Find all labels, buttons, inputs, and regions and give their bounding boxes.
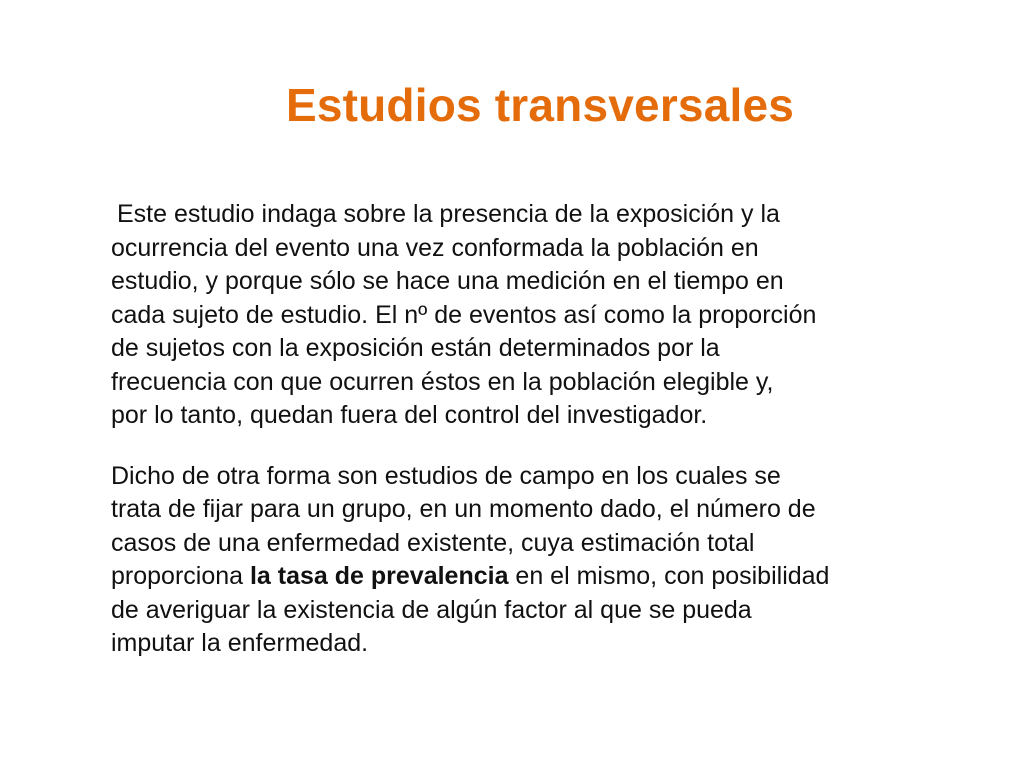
paragraph-1-line: Este estudio indaga sobre la presencia de la exposición y la [117, 200, 780, 228]
paragraph-1 [111, 198, 931, 433]
slide-title: Estudios transversales [285, 79, 795, 131]
paragraph-2-line-emphasis [111, 560, 931, 594]
paragraph-1-line: por lo tanto, quedan fuera del control del investigador. [111, 401, 708, 429]
paragraph-1-line: cada sujeto de estudio. El nº de eventos así como la proporción [111, 300, 817, 329]
line-prefix: proporciona [111, 562, 250, 590]
paragraph-2-line: trata de fijar para un grupo, en un momento dado, el número de [111, 495, 816, 523]
line-suffix: en el mismo, con posibilidad [508, 562, 830, 590]
paragraph-2 [111, 460, 931, 661]
paragraph-2-line: casos de una enfermedad existente, cuya estimación total [111, 528, 755, 557]
paragraph-1-line: frecuencia con que ocurren éstos en la población elegible y, [111, 367, 774, 396]
prevalence-rate-term: la tasa de prevalencia [249, 562, 509, 590]
paragraph-2-line: imputar la enfermedad. [111, 629, 369, 657]
paragraph-1-line: de sujetos con la exposición están determinados por la [111, 334, 720, 362]
paragraph-2-line: de averiguar la existencia de algún factor al que se pueda [111, 595, 752, 624]
slide-body [111, 198, 931, 661]
paragraph-1-line: ocurrencia del evento una vez conformada la población en [111, 233, 759, 262]
paragraph-1-line: estudio, y porque sólo se hace una medición en el tiempo en [111, 267, 784, 295]
paragraph-2-line: Dicho de otra forma son estudios de campo en los cuales se [111, 461, 781, 490]
